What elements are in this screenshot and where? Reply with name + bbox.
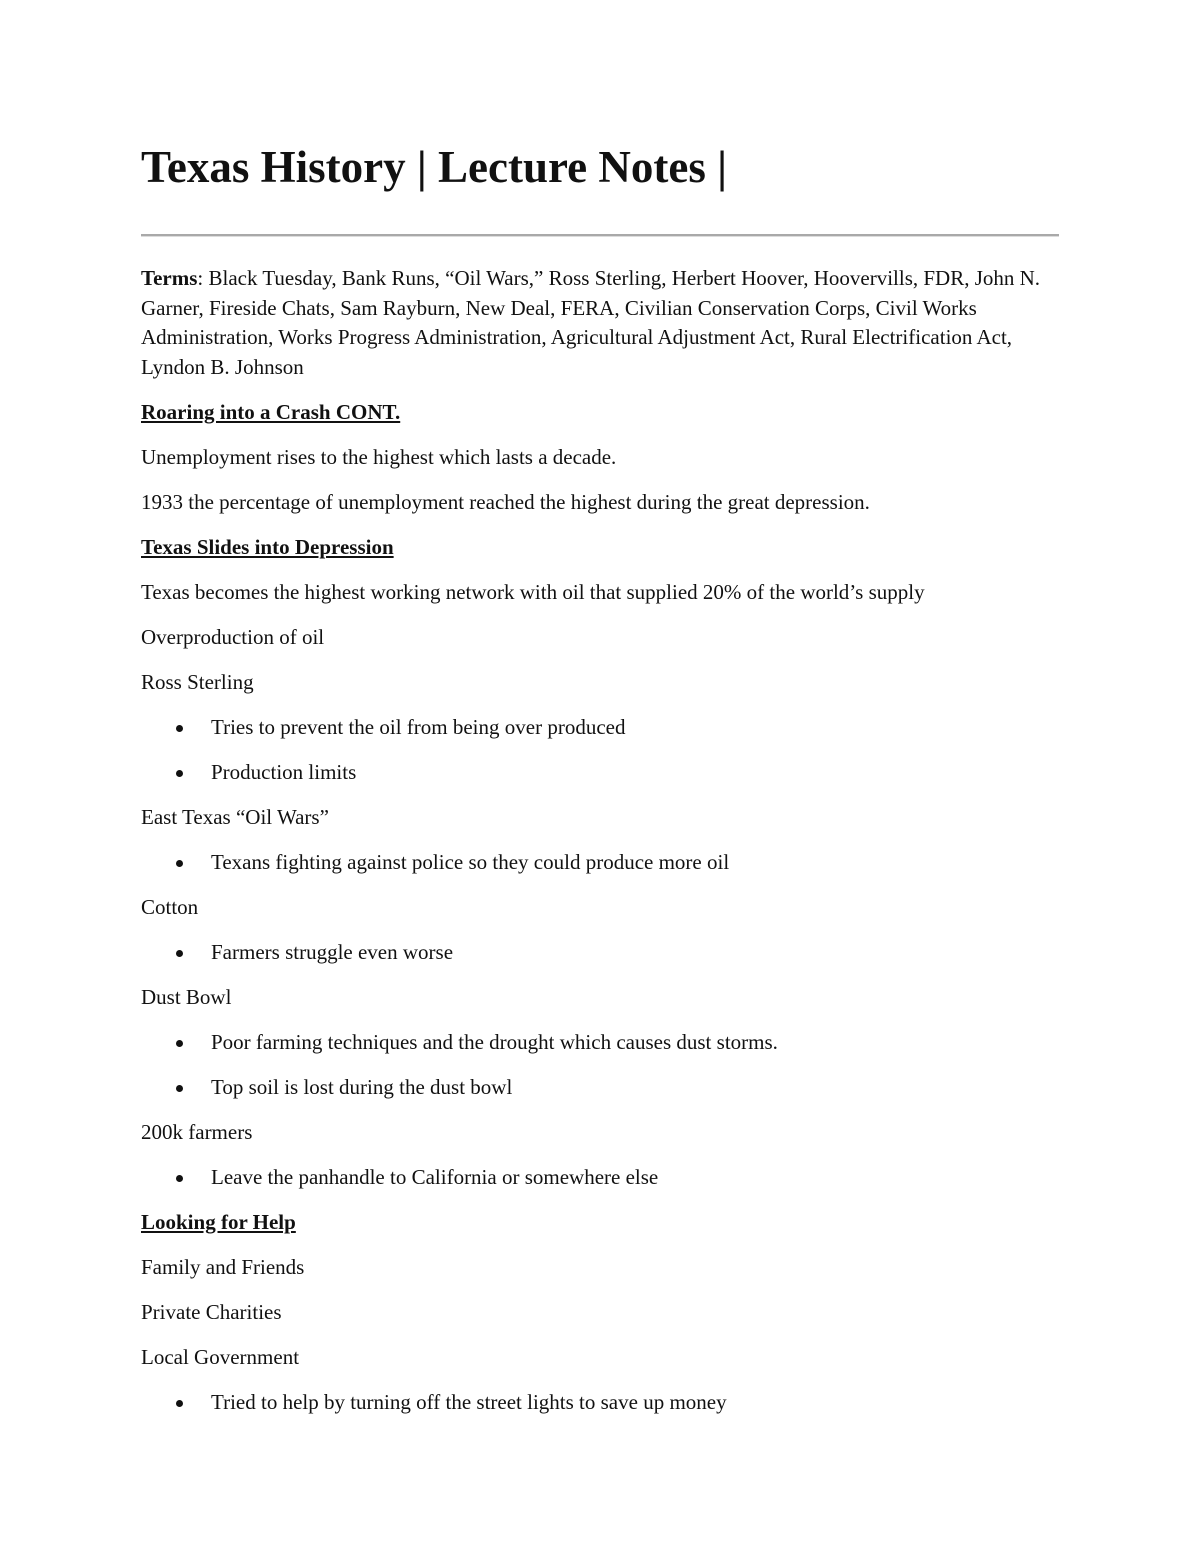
bullet-list [141, 713, 1059, 787]
paragraph: 200k farmers [141, 1120, 253, 1144]
list-item [141, 848, 1059, 877]
bullet-icon [176, 950, 183, 957]
bullet-list [141, 848, 1059, 877]
list-item-text: Tries to prevent the oil from being over produced [211, 715, 626, 739]
paragraph: Local Government [141, 1345, 300, 1369]
list-item-text: Top soil is lost during the dust bowl [211, 1075, 513, 1099]
list-item [141, 1388, 1059, 1417]
paragraph: Cotton [141, 895, 199, 919]
section-heading-looking-for-help: Looking for Help [141, 1210, 296, 1234]
list-item [141, 1163, 1059, 1192]
list-item [141, 938, 1059, 967]
list-item-text: Leave the panhandle to California or somewhere else [211, 1165, 659, 1189]
bullet-list [141, 1388, 1059, 1417]
paragraph: Dust Bowl [141, 985, 232, 1009]
bullet-icon [176, 1175, 183, 1182]
bullet-list [141, 938, 1059, 967]
paragraph: East Texas “Oil Wars” [141, 805, 329, 829]
paragraph: Unemployment rises to the highest which lasts a decade. [141, 445, 617, 469]
section-heading-roaring-crash: Roaring into a Crash CONT. [141, 400, 401, 424]
terms-label: Terms [141, 266, 198, 290]
bullet-list [141, 1163, 1059, 1192]
bullet-icon [176, 725, 183, 732]
paragraph: Overproduction of oil [141, 625, 325, 649]
terms-text: : Black Tuesday, Bank Runs, “Oil Wars,” Ross Sterling, Herbert Hoover, Hoovervills, FDR, John N. Garner, Fireside Chats, Sam Rayburn, New Deal, FERA, Civilian Conservation Corps, Civil Works Administration, Works Progress Administration, Agricultural Adjustment Act, Rural Electrification Act, Lyndon B. Johnson [141, 266, 1041, 379]
bullet-icon [176, 1085, 183, 1092]
list-item-text: Production limits [211, 760, 357, 784]
bullet-icon [176, 770, 183, 777]
list-item [141, 1073, 1059, 1102]
paragraph: Ross Sterling [141, 670, 254, 694]
list-item [141, 1028, 1059, 1057]
list-item-text: Farmers struggle even worse [211, 940, 454, 964]
document-title: Texas History | Lecture Notes | [141, 142, 727, 192]
paragraph: Texas becomes the highest working network with oil that supplied 20% of the world’s supply [141, 580, 925, 604]
paragraph: 1933 the percentage of unemployment reached the highest during the great depression. [141, 490, 870, 514]
list-item [141, 758, 1059, 787]
list-item-text: Poor farming techniques and the drought which causes dust storms. [211, 1030, 778, 1054]
document-body [141, 264, 1059, 1417]
terms-paragraph [141, 264, 1059, 382]
list-item-text: Texans fighting against police so they could produce more oil [211, 850, 730, 874]
list-item-text: Tried to help by turning off the street lights to save up money [211, 1390, 727, 1414]
bullet-icon [176, 1040, 183, 1047]
bullet-icon [176, 860, 183, 867]
bullet-icon [176, 1400, 183, 1407]
paragraph: Family and Friends [141, 1255, 305, 1279]
title-divider [141, 234, 1059, 237]
bullet-list [141, 1028, 1059, 1102]
section-heading-texas-slides: Texas Slides into Depression [141, 535, 394, 559]
list-item [141, 713, 1059, 742]
paragraph: Private Charities [141, 1300, 282, 1324]
